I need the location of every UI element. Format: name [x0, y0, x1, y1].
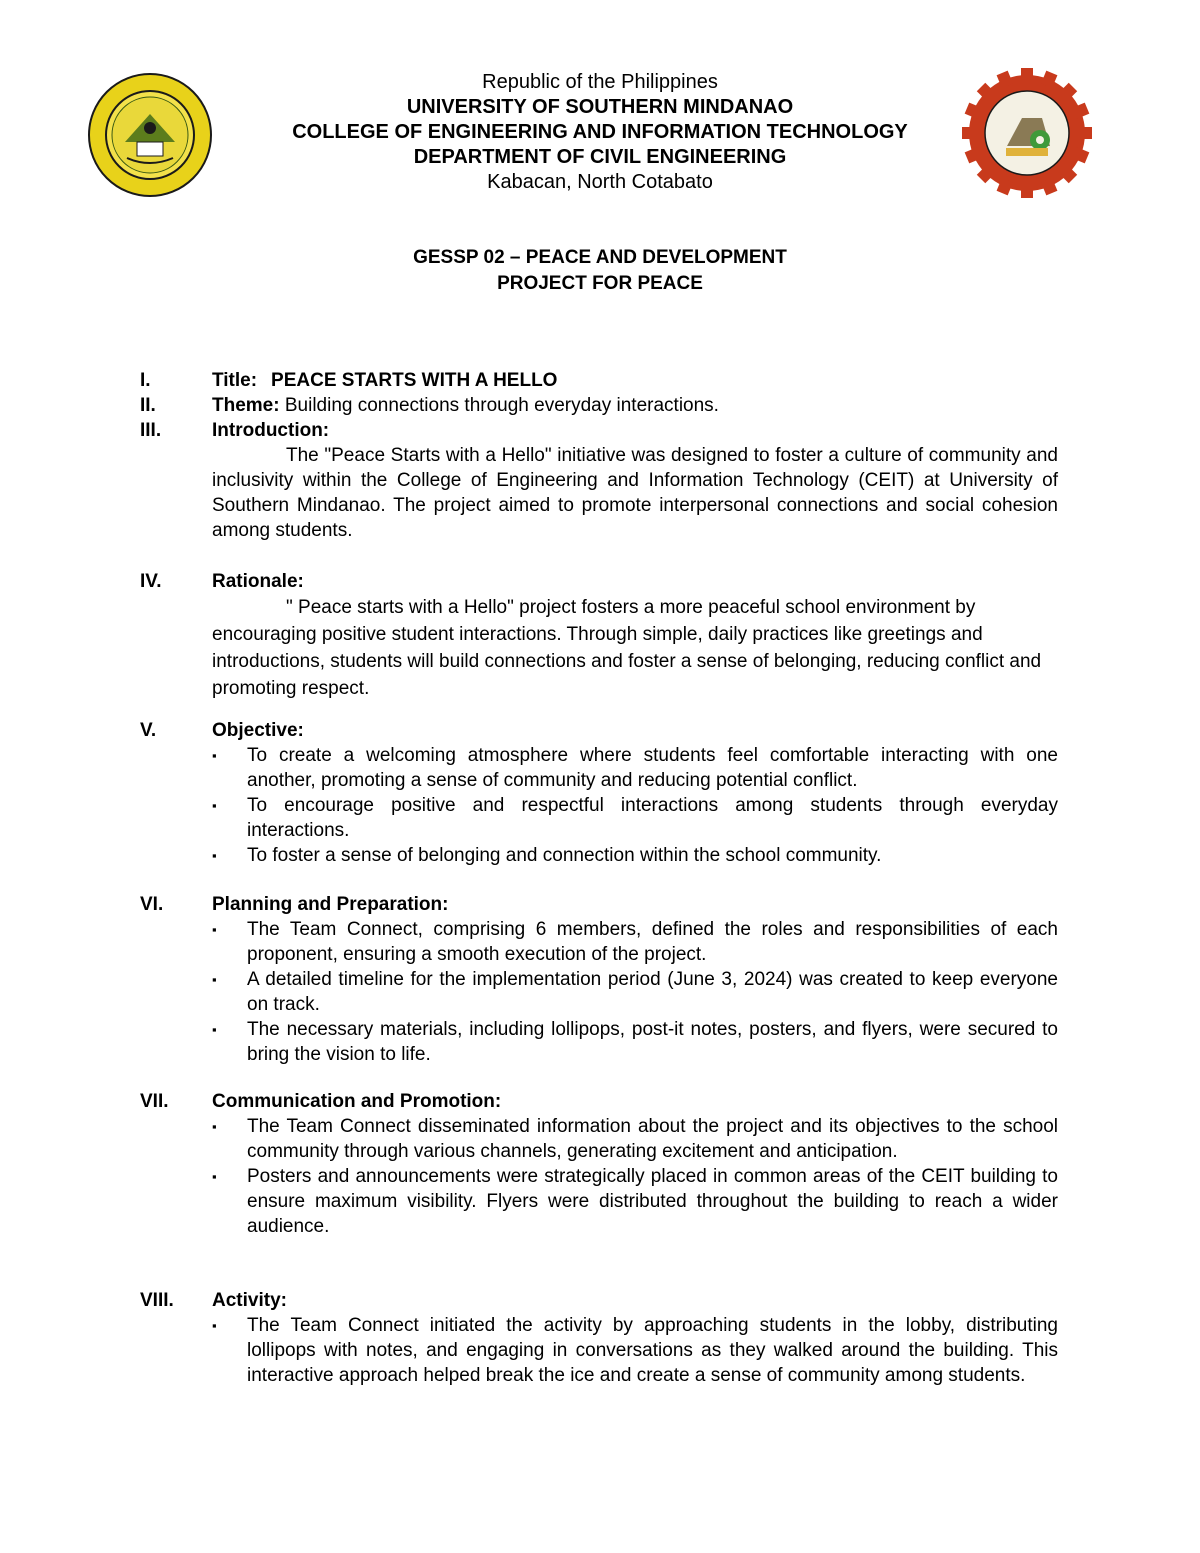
- list-item: [212, 1114, 1058, 1164]
- list-item: [212, 1164, 1058, 1239]
- document-title: [250, 245, 950, 297]
- bullet-icon: ▪: [212, 972, 217, 987]
- list-item: [212, 843, 1058, 868]
- bullet-icon: ▪: [212, 798, 217, 813]
- section-label: Activity:: [212, 1290, 287, 1311]
- section-introduction: [140, 418, 1058, 543]
- header-department: DEPARTMENT OF CIVIL ENGINEERING: [413, 146, 787, 168]
- bullet-icon: ▪: [212, 922, 217, 937]
- section-label: Communication and Promotion:: [212, 1091, 502, 1112]
- section-objective: [140, 718, 1058, 868]
- bullet-icon: ▪: [212, 1318, 217, 1333]
- section-numeral: VI.: [140, 894, 164, 915]
- university-seal-logo: [87, 72, 213, 198]
- bullet-icon: ▪: [212, 1169, 217, 1184]
- bullet-icon: ▪: [212, 1022, 217, 1037]
- document-header: [250, 70, 950, 195]
- introduction-paragraph: The "Peace Starts with a Hello" initiative was designed to foster a culture of community and inclusivity within the College of Engineering and Information Technology (CEIT) at University of Southern Mindanao. The project aimed to promote interpersonal connections and social cohesion among students.: [212, 445, 1058, 541]
- header-university: UNIVERSITY OF SOUTHERN MINDANAO: [406, 96, 794, 118]
- list-item-text: To create a welcoming atmosphere where students feel comfortable interacting with one another, promoting a sense of community and reducing potential conflict.: [247, 745, 1058, 791]
- section-numeral: VII.: [140, 1091, 169, 1112]
- list-item-text: The Team Connect, comprising 6 members, defined the roles and responsibilities of each proponent, ensuring a smooth execution of the project.: [247, 919, 1058, 965]
- college-gear-seal-logo: [962, 68, 1092, 198]
- section-communication: [140, 1089, 1058, 1239]
- project-title: PROJECT FOR PEACE: [497, 273, 703, 294]
- list-item: [212, 743, 1058, 793]
- list-item: [212, 917, 1058, 967]
- header-republic: Republic of the Philippines: [482, 71, 718, 93]
- objective-list: [212, 743, 1058, 868]
- course-title: GESSP 02 – PEACE AND DEVELOPMENT: [413, 247, 787, 268]
- planning-list: [212, 917, 1058, 1067]
- section-theme: [140, 393, 1058, 418]
- list-item: [212, 793, 1058, 843]
- section-rationale: [140, 569, 1058, 702]
- section-numeral: V.: [140, 720, 157, 741]
- section-numeral: IV.: [140, 571, 162, 592]
- list-item: [212, 967, 1058, 1017]
- bullet-icon: ▪: [212, 748, 217, 763]
- section-label: Planning and Preparation:: [212, 894, 449, 915]
- section-label: Objective:: [212, 720, 304, 741]
- bullet-icon: ▪: [212, 1119, 217, 1134]
- list-item: [212, 1313, 1058, 1388]
- section-label: Title:: [212, 370, 258, 391]
- header-location: Kabacan, North Cotabato: [487, 171, 713, 193]
- header-college: COLLEGE OF ENGINEERING AND INFORMATION TECHNOLOGY: [292, 121, 908, 143]
- bullet-icon: ▪: [212, 848, 217, 863]
- section-activity: [140, 1288, 1058, 1388]
- list-item-text: To foster a sense of belonging and connection within the school community.: [247, 845, 882, 866]
- activity-list: [212, 1313, 1058, 1388]
- section-planning: [140, 892, 1058, 1067]
- section-numeral: VIII.: [140, 1290, 174, 1311]
- rationale-paragraph: " Peace starts with a Hello" project fosters a more peaceful school environment by encouraging positive student interactions. Through simple, daily practices like greetings and introductions, students will build connections and foster a sense of belonging, reducing conflict and promoting respect.: [212, 597, 1042, 699]
- list-item-text: The Team Connect disseminated information about the project and its objectives to the school community through various channels, generating excitement and anticipation.: [247, 1116, 1058, 1162]
- list-item-text: A detailed timeline for the implementation period (June 3, 2024) was created to keep everyone on track.: [247, 969, 1058, 1015]
- project-name: PEACE STARTS WITH A HELLO: [271, 370, 558, 391]
- communication-list: [212, 1114, 1058, 1239]
- list-item-text: The Team Connect initiated the activity by approaching students in the lobby, distributing lollipops with notes, and engaging in conversations as they walked around the building. This interactive approach helped break the ice and create a sense of community among students.: [247, 1315, 1058, 1386]
- section-title: [140, 368, 1058, 393]
- list-item-text: The necessary materials, including lollipops, post-it notes, posters, and flyers, were secured to bring the vision to life.: [247, 1019, 1058, 1065]
- section-label: Introduction:: [212, 420, 330, 441]
- section-numeral: I.: [140, 370, 151, 391]
- list-item-text: Posters and announcements were strategically placed in common areas of the CEIT building to ensure maximum visibility. Flyers were distributed throughout the building to reach a wider audience.: [247, 1166, 1058, 1237]
- section-label: Theme:: [212, 395, 280, 416]
- section-label: Rationale:: [212, 571, 304, 592]
- section-numeral: II.: [140, 395, 156, 416]
- section-numeral: III.: [140, 420, 162, 441]
- list-item: [212, 1017, 1058, 1067]
- theme-text: Building connections through everyday interactions.: [284, 395, 719, 416]
- list-item-text: To encourage positive and respectful interactions among students through everyday interactions.: [247, 795, 1058, 841]
